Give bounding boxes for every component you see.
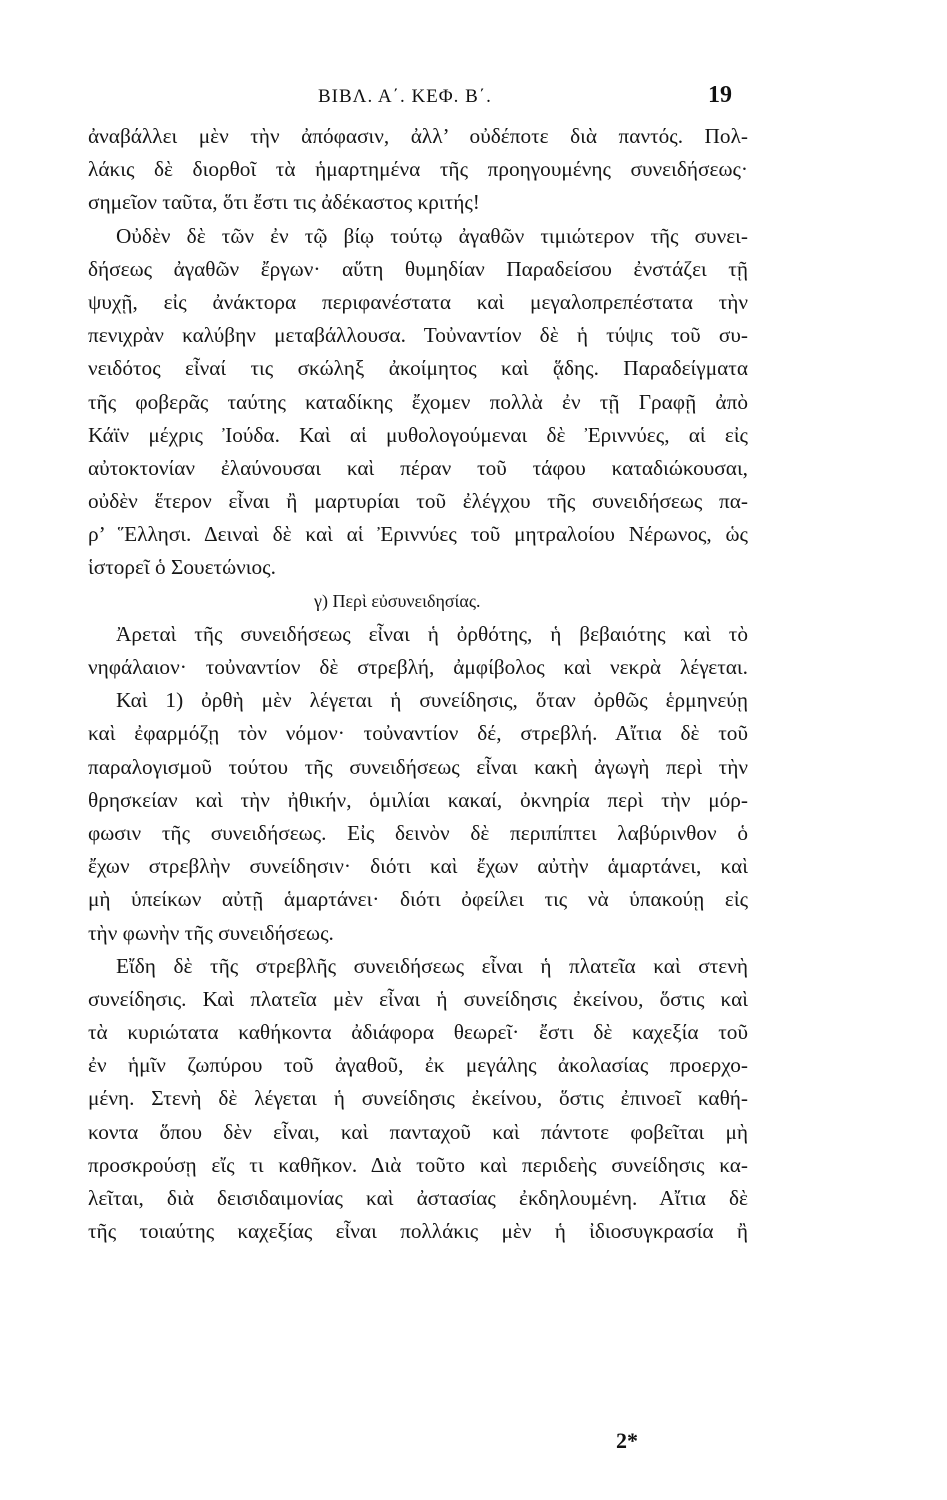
- text-line: καὶ ἐφαρμόζῃ τὸν νόμον· τοὐναντίον δέ, στρεβλή. Αἴτια δὲ τοῦ: [88, 721, 748, 746]
- text-line: νηφάλαιον· τοὐναντίον δὲ στρεβλή, ἀμφίβολος καὶ νεκρὰ λέγεται.: [88, 655, 748, 679]
- text-line: ἱστορεῖ ὁ Σουετώνιος.: [88, 555, 276, 580]
- text-line: πενιχρὰν καλύβην μεταβάλλουσα. Τοὐναντίον δὲ ἡ τύψις τοῦ συ-: [88, 323, 748, 348]
- text-line: Οὐδὲν δὲ τῶν ἐν τῷ βίῳ τούτῳ ἀγαθῶν τιμιώτερον τῆς συνει-: [116, 223, 748, 248]
- text-line: θρησκείαν καὶ τὴν ἠθικήν, ὁμιλίαι κακαί, ὀκνηρία περὶ τὴν μόρ-: [88, 787, 748, 812]
- signature-mark: 2*: [616, 1428, 638, 1453]
- page-number: 19: [708, 82, 732, 108]
- text-line: ψυχῇ, εἰς ἀνάκτορα περιφανέστατα καὶ μεγαλοπρεπέστατα τὴν: [88, 289, 748, 314]
- text-line: Εἴδη δὲ τῆς στρεβλῆς συνειδήσεως εἶναι ἡ πλατεῖα καὶ στενὴ: [116, 953, 748, 978]
- text-line: αὐτοκτονίαν ἐλαύνουσαι καὶ πέραν τοῦ τάφου καταδιώκουσαι,: [88, 455, 748, 480]
- text-line: συνείδησις. Καὶ πλατεῖα μὲν εἶναι ἡ συνείδησις ἐκείνου, ὅστις καὶ: [88, 986, 748, 1011]
- text-line: νειδότος εἶναί τις σκώληξ ἀκοίμητος καὶ ᾅδης. Παραδείγματα: [88, 356, 748, 381]
- text-line: παραλογισμοῦ τούτου τῆς συνειδήσεως εἶναι κακὴ ἀγωγὴ περὶ τὴν: [88, 754, 748, 779]
- text-line: σημεῖον ταῦτα, ὅτι ἔστι τις ἀδέκαστος κριτής!: [88, 190, 480, 215]
- body-text: [88, 120, 748, 1248]
- text-line: κοντα ὅπου δὲν εἶναι, καὶ πανταχοῦ καὶ πάντοτε φοβεῖται μὴ: [88, 1119, 748, 1144]
- text-line: μένη. Στενὴ δὲ λέγεται ἡ συνείδησις ἐκείνου, ὅστις ἐπινοεῖ καθή-: [88, 1086, 748, 1111]
- running-head: ΒΙΒΛ. Α΄. ΚΕΦ. Β΄.: [318, 86, 492, 107]
- text-line: δήσεως ἀγαθῶν ἔργων· αὕτη θυμηδίαν Παραδείσου ἐνστάζει τῇ: [88, 256, 748, 281]
- text-line: λεῖται, διὰ δεισιδαιμονίας καὶ ἀστασίας ἐκδηλουμένη. Αἴτια δὲ: [88, 1186, 748, 1210]
- text-line: ἐν ἡμῖν ζωπύρου τοῦ ἀγαθοῦ, ἐκ μεγάλης ἀκολασίας προερχο-: [88, 1053, 748, 1078]
- text-line: ρ’ Ἕλλησι. Δειναὶ δὲ καὶ αἱ Ἐριννύες τοῦ μητραλοίου Νέρωνος, ὡς: [88, 522, 748, 547]
- text-line: ἔχων στρεβλὴν συνείδησιν· διότι καὶ ἔχων αὐτὴν ἁμαρτάνει, καὶ: [88, 854, 748, 879]
- text-line: μὴ ὑπείκων αὐτῇ ἁμαρτάνει· διότι ὀφείλει τις νὰ ὑπακούῃ εἰς: [88, 887, 748, 912]
- text-line: Κάϊν μέχρις Ἰούδα. Καὶ αἱ μυθολογούμεναι δὲ Ἐριννύες, αἱ εἰς: [88, 422, 748, 447]
- text-line: τῆς τοιαύτης καχεξίας εἶναι πολλάκις μὲν ἡ ἰδιοσυγκρασία ἢ: [88, 1219, 748, 1244]
- text-line: οὐδὲν ἕτερον εἶναι ἢ μαρτυρίαι τοῦ ἐλέγχου τῆς συνειδήσεως πα-: [88, 489, 748, 514]
- text-line: φωσιν τῆς συνειδήσεως. Εἰς δεινὸν δὲ περιπίπτει λαβύρινθον ὁ: [88, 820, 748, 845]
- text-line: τὴν φωνὴν τῆς συνειδήσεως.: [88, 920, 334, 945]
- text-line: τῆς φοβερᾶς ταύτης καταδίκης ἔχομεν πολλὰ ἐν τῇ Γραφῇ ἀπὸ: [88, 389, 748, 414]
- text-line: προσκρούσῃ εἴς τι καθῆκον. Διὰ τοῦτο καὶ περιδεὴς συνείδησις κα-: [88, 1152, 748, 1177]
- text-line: Καὶ 1) ὀρθὴ μὲν λέγεται ἡ συνείδησις, ὅταν ὀρθῶς ἑρμηνεύῃ: [116, 688, 748, 713]
- text-line: ἀναβάλλει μὲν τὴν ἀπόφασιν, ἀλλ’ οὐδέποτε διὰ παντός. Πολ-: [88, 124, 748, 148]
- section-heading: γ) Περὶ εὐσυνειδησίας.: [314, 590, 481, 611]
- text-line: Ἀρεταὶ τῆς συνειδήσεως εἶναι ἡ ὀρθότης, ἡ βεβαιότης καὶ τὸ: [116, 621, 748, 646]
- text-line: τὰ κυριώτατα καθήκοντα ἀδιάφορα θεωρεῖ· ἔστι δὲ καχεξία τοῦ: [88, 1020, 748, 1045]
- text-line: λάκις δὲ διορθοῖ τὰ ἡμαρτημένα τῆς προηγουμένης συνειδήσεως·: [88, 157, 748, 182]
